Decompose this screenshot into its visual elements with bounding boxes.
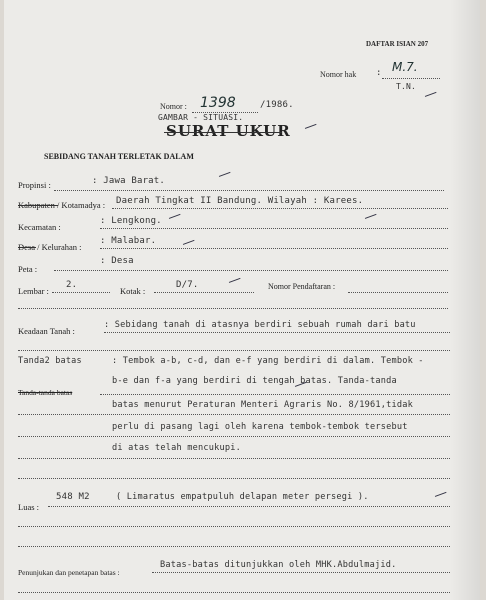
propinsi-label: Propinsi : [18, 180, 51, 190]
nomor-year: /1986. [260, 100, 294, 110]
tanda-line-4: perlu di pasang lagi oleh karena tembok-tembok tersebut [112, 422, 408, 432]
luas-words: ( Limaratus empatpuluh delapan meter persegi ). [116, 492, 369, 502]
tanda-line-5: di atas telah mencukupi. [112, 443, 241, 453]
kabupaten-value: Daerah Tingkat II Bandung. Wilayah : Karees. [116, 196, 364, 206]
form-code: DAFTAR ISIAN 207 [366, 40, 429, 48]
luas-value: 548 M2 [56, 492, 90, 502]
propinsi-value: : Jawa Barat. [92, 176, 166, 186]
nomor-label: Nomor : [160, 102, 187, 111]
lembar-value: 2. [66, 280, 78, 290]
document-title: SURAT UKUR [166, 122, 291, 140]
kecamatan-value: : Lengkong. [100, 216, 162, 226]
penunjukan-label: Penunjukan dan penetapan batas : [18, 568, 120, 577]
kabupaten-label: Kabupaten / Kotamadya : [18, 200, 106, 210]
pendaftaran-label: Nomor Pendaftaran : [268, 282, 336, 291]
kecamatan-label: Kecamatan : [18, 222, 61, 232]
tanda-batas-struck: Tanda-tanda batas [18, 388, 73, 397]
kotak-label: Kotak : [120, 286, 146, 296]
section-heading: SEBIDANG TANAH TERLETAK DALAM [44, 152, 194, 161]
keadaan-label: Keadaan Tanah : [18, 326, 75, 336]
tanda-line-3: batas menurut Peraturan Menteri Agraris No. 8/1961,tidak [112, 400, 413, 410]
desa-value: : Malabar. [100, 236, 157, 246]
tanda-batas-label: Tanda2 batas [18, 356, 82, 366]
lembar-label: Lembar : [18, 286, 49, 296]
peta-value: : Desa [100, 256, 134, 266]
nomor-value: 1398 [200, 95, 236, 111]
desa-label: Desa / Kelurahan : [18, 242, 82, 252]
gambar-situasi: GAMBAR - SITUASI. [158, 113, 244, 122]
tanda-line-2: b-e dan f-a yang berdiri di tengah batas. Tanda-tanda [112, 376, 397, 386]
penunjukan-value: Batas-batas ditunjukkan oleh MHK.Abdulmajid. [160, 560, 397, 570]
hak-value: M.7. [392, 60, 418, 74]
survey-document: DAFTAR ISIAN 207 Nomor hak : M.7. T.N. Nomor : 1398 /1986. GAMBAR - SITUASI. SURAT UKUR SEBIDANG TANAH TERLETAK DALAM Propinsi : : Jawa Barat. Kabupaten / Kotamadya : Daerah Tingkat II Bandung. Wilayah : Karees. Kecamatan : : Lengkong. Desa / Kelurahan : : Malabar. Peta : : Desa Lembar : 2. Kotak : D/7. Nomor Pendaftaran : Keadaan Tanah : : Sebidang tanah di atasnya berdiri sebuah rumah dari batu Tanda2 batas Tanda-tanda batas : Tembok a-b, c-d, dan e-f yang berdiri di dalam. Tembok - b-e dan f-a yang berdiri di tengah batas. Tanda-tanda batas menurut Peraturan Menteri Agraris No. 8/1961,tidak perlu di pasang lagi oleh karena tembok-tembok tersebut di atas telah mencukupi. Luas : 548 M2 ( Limaratus empatpuluh delapan meter persegi ). Penunjukan dan penetapan batas : Batas-batas ditunjukkan oleh MHK.Abdulmajid. [4, 0, 480, 600]
tanda-line-1: : Tembok a-b, c-d, dan e-f yang berdiri di dalam. Tembok - [112, 356, 424, 366]
keadaan-value: : Sebidang tanah di atasnya berdiri sebuah rumah dari batu [104, 320, 416, 330]
peta-label: Peta : [18, 264, 38, 274]
hak-sub: T.N. [396, 82, 417, 91]
kotak-value: D/7. [176, 280, 199, 290]
luas-label: Luas : [18, 502, 40, 512]
hak-label: Nomor hak [320, 70, 357, 79]
